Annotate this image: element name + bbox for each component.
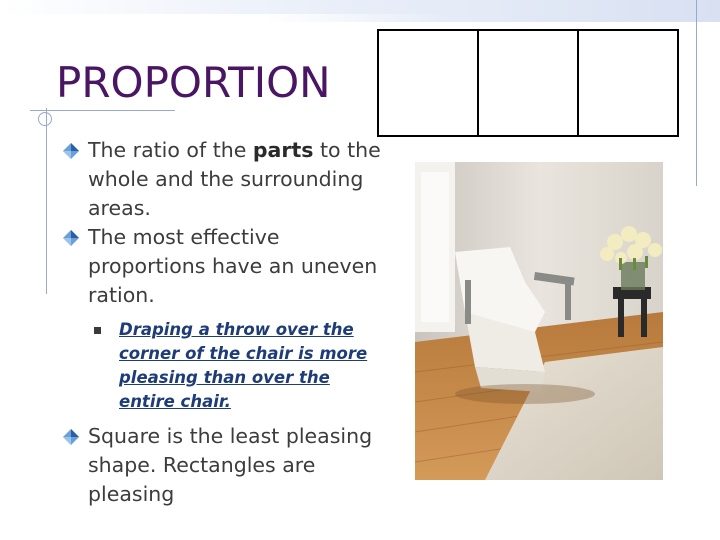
square-bullet-icon bbox=[94, 327, 101, 334]
chair-photo bbox=[415, 162, 663, 480]
rectangles-diagram bbox=[377, 29, 679, 137]
bullet-text: The most effective proportions have an uneven ration. bbox=[88, 225, 378, 307]
diamond-bullet-icon bbox=[62, 229, 80, 247]
bullet-item bbox=[62, 223, 382, 310]
slide-title: PROPORTION bbox=[56, 58, 331, 107]
title-decor-circle bbox=[38, 112, 52, 126]
diamond-bullet-icon bbox=[62, 142, 80, 160]
bullet-item bbox=[62, 136, 382, 223]
diamond-bullet-icon bbox=[62, 428, 80, 446]
rectangle bbox=[379, 31, 479, 135]
bullet-text-part: to the whole and the surrounding areas. bbox=[88, 138, 381, 220]
title-underline bbox=[30, 110, 175, 111]
chair-photo-illustration bbox=[415, 162, 663, 480]
right-decor-line bbox=[696, 0, 697, 186]
bullet-text: Square is the least pleasing shape. Rectangles are pleasing bbox=[88, 424, 373, 506]
bullet-item bbox=[62, 422, 382, 509]
rectangle bbox=[479, 31, 579, 135]
rectangle bbox=[579, 31, 677, 135]
sub-bullet-item bbox=[88, 318, 382, 414]
sub-bullet-text: Draping a throw over the corner of the chair is more pleasing than over the entire chair. bbox=[119, 320, 368, 411]
bullet-text-part: The ratio of the bbox=[88, 138, 253, 162]
bullet-list bbox=[62, 136, 382, 509]
bullet-bold-word: parts bbox=[252, 138, 314, 162]
top-decor-band-right bbox=[265, 0, 720, 22]
left-decor-line bbox=[46, 108, 47, 294]
